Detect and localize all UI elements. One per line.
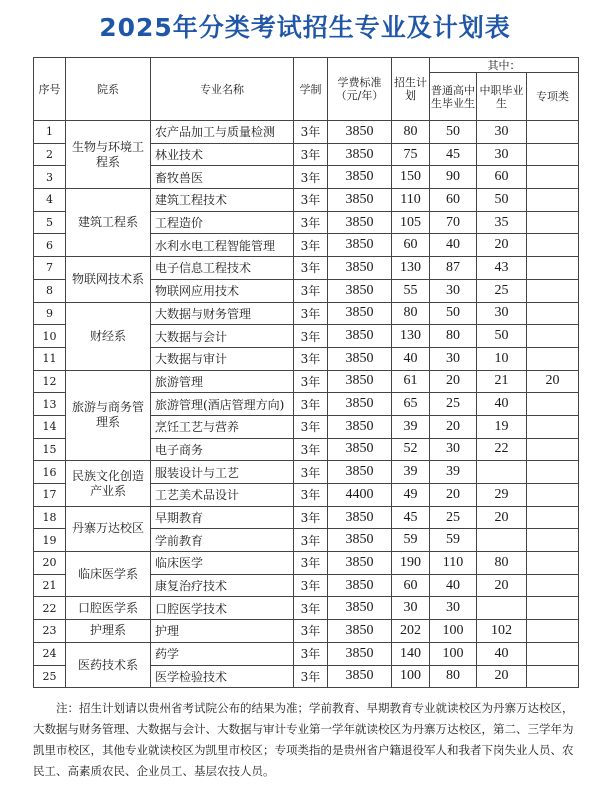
header-fee: 学费标准（元/年） bbox=[328, 58, 392, 121]
dept-cell: 物联网技术系 bbox=[66, 257, 151, 302]
major-cell: 工程造价 bbox=[151, 211, 294, 234]
plan-cell: 60 bbox=[392, 574, 430, 597]
duration-cell: 3年 bbox=[294, 325, 328, 348]
highschool-cell: 50 bbox=[430, 302, 477, 325]
major-cell: 护理 bbox=[151, 620, 294, 643]
vocational-cell: 80 bbox=[477, 552, 527, 575]
seq-cell: 3 bbox=[34, 166, 66, 189]
duration-cell: 3年 bbox=[294, 121, 328, 144]
highschool-cell: 30 bbox=[430, 279, 477, 302]
plan-cell: 49 bbox=[392, 484, 430, 507]
plan-cell: 110 bbox=[392, 189, 430, 212]
special-cell bbox=[527, 484, 579, 507]
vocational-cell: 50 bbox=[477, 189, 527, 212]
seq-cell: 1 bbox=[34, 121, 66, 144]
highschool-cell: 30 bbox=[430, 347, 477, 370]
vocational-cell: 20 bbox=[477, 234, 527, 257]
fee-cell: 3850 bbox=[328, 552, 392, 575]
enrollment-plan-table bbox=[33, 57, 579, 688]
highschool-cell: 20 bbox=[430, 370, 477, 393]
seq-cell: 4 bbox=[34, 189, 66, 212]
plan-cell: 75 bbox=[392, 143, 430, 166]
vocational-cell: 40 bbox=[477, 642, 527, 665]
fee-cell: 3850 bbox=[328, 325, 392, 348]
highschool-cell: 40 bbox=[430, 574, 477, 597]
table-body bbox=[34, 121, 579, 688]
dept-cell: 临床医学系 bbox=[66, 552, 151, 597]
highschool-cell: 40 bbox=[430, 234, 477, 257]
highschool-cell: 70 bbox=[430, 211, 477, 234]
table-row bbox=[34, 189, 579, 212]
vocational-cell: 35 bbox=[477, 211, 527, 234]
seq-cell: 18 bbox=[34, 506, 66, 529]
seq-cell: 11 bbox=[34, 347, 66, 370]
fee-cell: 3850 bbox=[328, 143, 392, 166]
special-cell bbox=[527, 257, 579, 280]
special-cell bbox=[527, 302, 579, 325]
special-cell bbox=[527, 325, 579, 348]
fee-cell: 3850 bbox=[328, 665, 392, 688]
seq-cell: 17 bbox=[34, 484, 66, 507]
fee-cell: 4400 bbox=[328, 484, 392, 507]
highschool-cell: 25 bbox=[430, 506, 477, 529]
plan-cell: 61 bbox=[392, 370, 430, 393]
major-cell: 农产品加工与质量检测 bbox=[151, 121, 294, 144]
fee-cell: 3850 bbox=[328, 347, 392, 370]
fee-cell: 3850 bbox=[328, 121, 392, 144]
special-cell bbox=[527, 529, 579, 552]
table-row bbox=[34, 620, 579, 643]
plan-cell: 59 bbox=[392, 529, 430, 552]
plan-cell: 45 bbox=[392, 506, 430, 529]
vocational-cell: 20 bbox=[477, 665, 527, 688]
highschool-cell: 39 bbox=[430, 461, 477, 484]
dept-cell: 民族文化创造产业系 bbox=[66, 461, 151, 506]
duration-cell: 3年 bbox=[294, 506, 328, 529]
major-cell: 物联网应用技术 bbox=[151, 279, 294, 302]
vocational-cell: 50 bbox=[477, 325, 527, 348]
seq-cell: 5 bbox=[34, 211, 66, 234]
table-row bbox=[34, 552, 579, 575]
highschool-cell: 60 bbox=[430, 189, 477, 212]
plan-cell: 150 bbox=[392, 166, 430, 189]
fee-cell: 3850 bbox=[328, 642, 392, 665]
dept-cell: 旅游与商务管理系 bbox=[66, 370, 151, 461]
fee-cell: 3850 bbox=[328, 438, 392, 461]
fee-cell: 3850 bbox=[328, 189, 392, 212]
plan-cell: 130 bbox=[392, 325, 430, 348]
table-row bbox=[34, 302, 579, 325]
fee-cell: 3850 bbox=[328, 257, 392, 280]
header-dept: 院系 bbox=[66, 58, 151, 121]
header-of-which: 其中： bbox=[430, 58, 579, 73]
plan-cell: 30 bbox=[392, 597, 430, 620]
fee-cell: 3850 bbox=[328, 166, 392, 189]
highschool-cell: 30 bbox=[430, 438, 477, 461]
plan-cell: 80 bbox=[392, 302, 430, 325]
header-vocational: 中职毕业生 bbox=[477, 73, 527, 121]
seq-cell: 21 bbox=[34, 574, 66, 597]
duration-cell: 3年 bbox=[294, 461, 328, 484]
vocational-cell: 43 bbox=[477, 257, 527, 280]
duration-cell: 3年 bbox=[294, 620, 328, 643]
seq-cell: 14 bbox=[34, 415, 66, 438]
major-cell: 康复治疗技术 bbox=[151, 574, 294, 597]
vocational-cell: 102 bbox=[477, 620, 527, 643]
seq-cell: 13 bbox=[34, 393, 66, 416]
vocational-cell bbox=[477, 461, 527, 484]
highschool-cell: 110 bbox=[430, 552, 477, 575]
duration-cell: 3年 bbox=[294, 347, 328, 370]
table-row bbox=[34, 257, 579, 280]
major-cell: 旅游管理(酒店管理方向) bbox=[151, 393, 294, 416]
fee-cell: 3850 bbox=[328, 461, 392, 484]
dept-cell: 护理系 bbox=[66, 620, 151, 643]
special-cell bbox=[527, 574, 579, 597]
duration-cell: 3年 bbox=[294, 415, 328, 438]
header-seq: 序号 bbox=[34, 58, 66, 121]
plan-cell: 105 bbox=[392, 211, 430, 234]
seq-cell: 6 bbox=[34, 234, 66, 257]
fee-cell: 3850 bbox=[328, 279, 392, 302]
highschool-cell: 20 bbox=[430, 484, 477, 507]
highschool-cell: 87 bbox=[430, 257, 477, 280]
header-duration: 学制 bbox=[294, 58, 328, 121]
major-cell: 电子信息工程技术 bbox=[151, 257, 294, 280]
major-cell: 药学 bbox=[151, 642, 294, 665]
duration-cell: 3年 bbox=[294, 211, 328, 234]
table-row bbox=[34, 461, 579, 484]
vocational-cell: 20 bbox=[477, 506, 527, 529]
vocational-cell: 40 bbox=[477, 393, 527, 416]
plan-cell: 100 bbox=[392, 665, 430, 688]
major-cell: 工艺美术品设计 bbox=[151, 484, 294, 507]
special-cell bbox=[527, 393, 579, 416]
vocational-cell: 29 bbox=[477, 484, 527, 507]
seq-cell: 7 bbox=[34, 257, 66, 280]
major-cell: 旅游管理 bbox=[151, 370, 294, 393]
special-cell bbox=[527, 620, 579, 643]
seq-cell: 22 bbox=[34, 597, 66, 620]
duration-cell: 3年 bbox=[294, 552, 328, 575]
table-row bbox=[34, 121, 579, 144]
dept-cell: 丹寨万达校区 bbox=[66, 506, 151, 551]
major-cell: 服装设计与工艺 bbox=[151, 461, 294, 484]
table-row bbox=[34, 597, 579, 620]
major-cell: 医学检验技术 bbox=[151, 665, 294, 688]
fee-cell: 3850 bbox=[328, 415, 392, 438]
plan-cell: 40 bbox=[392, 347, 430, 370]
seq-cell: 25 bbox=[34, 665, 66, 688]
vocational-cell: 25 bbox=[477, 279, 527, 302]
fee-cell: 3850 bbox=[328, 370, 392, 393]
highschool-cell: 100 bbox=[430, 642, 477, 665]
major-cell: 电子商务 bbox=[151, 438, 294, 461]
duration-cell: 3年 bbox=[294, 529, 328, 552]
special-cell bbox=[527, 189, 579, 212]
duration-cell: 3年 bbox=[294, 393, 328, 416]
seq-cell: 19 bbox=[34, 529, 66, 552]
header-special: 专项类 bbox=[527, 73, 579, 121]
duration-cell: 3年 bbox=[294, 143, 328, 166]
highschool-cell: 59 bbox=[430, 529, 477, 552]
seq-cell: 10 bbox=[34, 325, 66, 348]
special-cell bbox=[527, 461, 579, 484]
seq-cell: 8 bbox=[34, 279, 66, 302]
dept-cell: 口腔医学系 bbox=[66, 597, 151, 620]
vocational-cell: 30 bbox=[477, 121, 527, 144]
major-cell: 水利水电工程智能管理 bbox=[151, 234, 294, 257]
major-cell: 临床医学 bbox=[151, 552, 294, 575]
vocational-cell: 30 bbox=[477, 302, 527, 325]
special-cell: 20 bbox=[527, 370, 579, 393]
fee-cell: 3850 bbox=[328, 597, 392, 620]
table-row bbox=[34, 506, 579, 529]
special-cell bbox=[527, 279, 579, 302]
highschool-cell: 80 bbox=[430, 325, 477, 348]
major-cell: 口腔医学技术 bbox=[151, 597, 294, 620]
vocational-cell: 10 bbox=[477, 347, 527, 370]
plan-cell: 39 bbox=[392, 461, 430, 484]
special-cell bbox=[527, 552, 579, 575]
fee-cell: 3850 bbox=[328, 506, 392, 529]
seq-cell: 20 bbox=[34, 552, 66, 575]
vocational-cell: 60 bbox=[477, 166, 527, 189]
special-cell bbox=[527, 211, 579, 234]
special-cell bbox=[527, 506, 579, 529]
highschool-cell: 20 bbox=[430, 415, 477, 438]
fee-cell: 3850 bbox=[328, 529, 392, 552]
major-cell: 林业技术 bbox=[151, 143, 294, 166]
duration-cell: 3年 bbox=[294, 438, 328, 461]
special-cell bbox=[527, 121, 579, 144]
fee-cell: 3850 bbox=[328, 302, 392, 325]
special-cell bbox=[527, 415, 579, 438]
fee-cell: 3850 bbox=[328, 620, 392, 643]
duration-cell: 3年 bbox=[294, 642, 328, 665]
plan-cell: 190 bbox=[392, 552, 430, 575]
highschool-cell: 25 bbox=[430, 393, 477, 416]
dept-cell: 建筑工程系 bbox=[66, 189, 151, 257]
plan-cell: 202 bbox=[392, 620, 430, 643]
seq-cell: 24 bbox=[34, 642, 66, 665]
page-title: 2025年分类考试招生专业及计划表 bbox=[99, 13, 511, 42]
duration-cell: 3年 bbox=[294, 189, 328, 212]
special-cell bbox=[527, 166, 579, 189]
duration-cell: 3年 bbox=[294, 370, 328, 393]
special-cell bbox=[527, 665, 579, 688]
plan-cell: 55 bbox=[392, 279, 430, 302]
vocational-cell bbox=[477, 597, 527, 620]
fee-cell: 3850 bbox=[328, 234, 392, 257]
vocational-cell: 20 bbox=[477, 574, 527, 597]
plan-cell: 39 bbox=[392, 415, 430, 438]
duration-cell: 3年 bbox=[294, 302, 328, 325]
header-major: 专业名称 bbox=[151, 58, 294, 121]
seq-cell: 12 bbox=[34, 370, 66, 393]
highschool-cell: 80 bbox=[430, 665, 477, 688]
special-cell bbox=[527, 234, 579, 257]
fee-cell: 3850 bbox=[328, 574, 392, 597]
major-cell: 早期教育 bbox=[151, 506, 294, 529]
highschool-cell: 45 bbox=[430, 143, 477, 166]
duration-cell: 3年 bbox=[294, 597, 328, 620]
header-highschool: 普通高中生毕业生 bbox=[430, 73, 477, 121]
duration-cell: 3年 bbox=[294, 484, 328, 507]
plan-cell: 52 bbox=[392, 438, 430, 461]
highschool-cell: 30 bbox=[430, 597, 477, 620]
fee-cell: 3850 bbox=[328, 211, 392, 234]
duration-cell: 3年 bbox=[294, 234, 328, 257]
duration-cell: 3年 bbox=[294, 574, 328, 597]
vocational-cell: 19 bbox=[477, 415, 527, 438]
dept-cell: 生物与环境工程系 bbox=[66, 121, 151, 189]
major-cell: 学前教育 bbox=[151, 529, 294, 552]
header-plan: 招生计划 bbox=[392, 58, 430, 121]
highschool-cell: 90 bbox=[430, 166, 477, 189]
duration-cell: 3年 bbox=[294, 279, 328, 302]
major-cell: 大数据与会计 bbox=[151, 325, 294, 348]
plan-cell: 140 bbox=[392, 642, 430, 665]
footnote: 注：招生计划请以贵州省考试院公布的结果为准；学前教育、早期教育专业就读校区为丹寨万达校区，大数据与财务管理、大数据与会计、大数据与审计专业第一学年就读校区为丹寨万达校区，第二、三学年为凯里市校区，其他专业就读校区为凯里市校区；专项类指的是贵州省户籍退役军人和我者下岗失业人员、农民工、高素质农民、企业员工、基层农技人员。 bbox=[33, 701, 574, 778]
table-row bbox=[34, 642, 579, 665]
major-cell: 大数据与财务管理 bbox=[151, 302, 294, 325]
major-cell: 烹饪工艺与营养 bbox=[151, 415, 294, 438]
special-cell bbox=[527, 143, 579, 166]
table-row bbox=[34, 370, 579, 393]
special-cell bbox=[527, 597, 579, 620]
special-cell bbox=[527, 642, 579, 665]
plan-cell: 80 bbox=[392, 121, 430, 144]
vocational-cell: 30 bbox=[477, 143, 527, 166]
vocational-cell: 21 bbox=[477, 370, 527, 393]
fee-cell: 3850 bbox=[328, 393, 392, 416]
dept-cell: 医药技术系 bbox=[66, 642, 151, 687]
major-cell: 建筑工程技术 bbox=[151, 189, 294, 212]
plan-cell: 60 bbox=[392, 234, 430, 257]
vocational-cell: 22 bbox=[477, 438, 527, 461]
seq-cell: 2 bbox=[34, 143, 66, 166]
duration-cell: 3年 bbox=[294, 257, 328, 280]
duration-cell: 3年 bbox=[294, 166, 328, 189]
seq-cell: 9 bbox=[34, 302, 66, 325]
seq-cell: 23 bbox=[34, 620, 66, 643]
major-cell: 畜牧兽医 bbox=[151, 166, 294, 189]
vocational-cell bbox=[477, 529, 527, 552]
plan-cell: 65 bbox=[392, 393, 430, 416]
dept-cell: 财经系 bbox=[66, 302, 151, 370]
duration-cell: 3年 bbox=[294, 665, 328, 688]
major-cell: 大数据与审计 bbox=[151, 347, 294, 370]
highschool-cell: 50 bbox=[430, 121, 477, 144]
seq-cell: 16 bbox=[34, 461, 66, 484]
plan-cell: 130 bbox=[392, 257, 430, 280]
special-cell bbox=[527, 347, 579, 370]
seq-cell: 15 bbox=[34, 438, 66, 461]
highschool-cell: 100 bbox=[430, 620, 477, 643]
special-cell bbox=[527, 438, 579, 461]
